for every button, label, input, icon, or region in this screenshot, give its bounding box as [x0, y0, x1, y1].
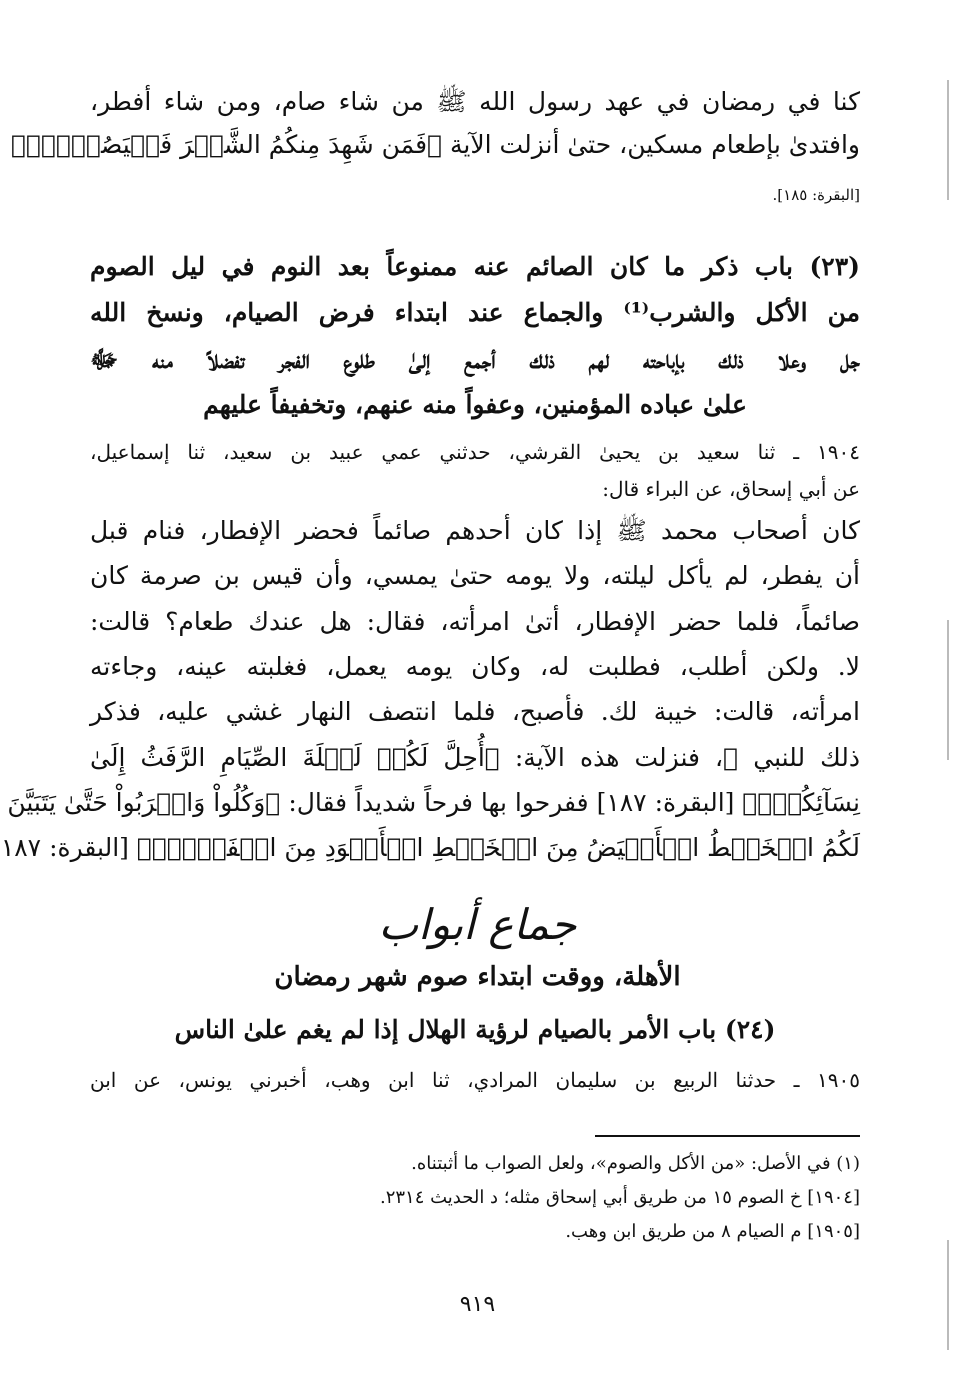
section-subtitle: الأهلة، ووقت ابتداء صوم شهر رمضان [274, 962, 681, 992]
hadith-line: نِسَآئِكُمۡۚ﴾ [البقرة: ١٨٧] ففرحوا بها فرحاً شديداً فقال: ﴿وَكُلُواْ وَاشۡرَبُواْ حَتَّىٰ يَتَبَيَّنَ [7, 788, 860, 817]
footnote: (١) في الأصل: «من الأكل والصوم»، ولعل الصواب ما أثبتناه. [411, 1153, 860, 1174]
isnad-line: ١٩٠٥ ـ حدثنا الربيع بن سليمان المرادي، ثنا ابن وهب، أخبرني يونس، عن ابن [90, 1068, 860, 1092]
chapter-heading-line: علىٰ عباده المؤمنين، وعفواً منه عنهم، وتخفيفاً عليهم [203, 390, 747, 419]
chapter-heading-line: (٢٣) باب ذكر ما كان الصائم عنه ممنوعاً بعد النوم في ليل الصوم [90, 252, 860, 281]
scan-edge-mark [947, 80, 949, 200]
text-line: وافتدىٰ بإطعام مسكين، حتىٰ أنزلت الآية ﴿فَمَن شَهِدَ مِنكُمُ الشَّهۡرَ فَلۡيَصُمۡهُۖ﴾ [11, 130, 860, 159]
chapter-heading-line: من الأكل والشرب⁽¹⁾ والجماع عند ابتداء فرض الصيام، ونسخ الله [90, 298, 860, 327]
scan-edge-mark [947, 620, 949, 760]
page-number: ٩١٩ [459, 1292, 496, 1317]
quran-reference: [البقرة: ١٨٥]. [772, 186, 860, 204]
hadith-line: لَكُمُ الۡخَيۡطُ الۡأَبۡيَضُ مِنَ الۡخَيۡطِ الۡأَسۡوَدِ مِنَ الۡفَجۡرِۖ﴾ [البقرة: ١٨٧ [0, 833, 860, 862]
footnote-divider [595, 1135, 860, 1137]
isnad-line: عن أبي إسحاق، عن البراء قال: [602, 477, 860, 501]
isnad-line: ١٩٠٤ ـ ثنا سعيد بن يحيىٰ القرشي، حدثني عمي عبيد بن سعيد، ثنا إسماعيل، [90, 440, 860, 464]
hadith-line: ذلك للنبي ﷺ، فنزلت هذه الآية: ﴿أُحِلَّ لَكُمۡ لَيۡلَةَ الصِّيَامِ الرَّفَثُ إِلَىٰ [90, 743, 860, 772]
section-title: جماع أبواب [378, 900, 577, 949]
hadith-line: امرأته، قالت: خيبة لك. فأصبح، فلما انتصف النهار غشي عليه، فذكر [90, 697, 860, 726]
hadith-line: لا. ولكن أطلب، فطلبت له، وكان يومه يعمل، فغلبته عينه، وجاءته [90, 652, 860, 681]
chapter-heading-line: جل وعلا ذلك بإباحته لهم ذلك أجمع إلىٰ طلوع الفجر تفضلاً منه ﷻ [90, 345, 860, 374]
hadith-line: أن يفطر، لم يأكل ليلته، ولا يومه حتىٰ يمسي، وأن قيس بن صرمة كان [90, 561, 860, 590]
footnote: [١٩٠٥] م الصيام ٨ من طريق ابن وهب. [565, 1221, 860, 1242]
footnote: [١٩٠٤] خ الصوم ١٥ من طريق أبي إسحاق مثله؛ د الحديث ٢٣١٤. [379, 1187, 860, 1208]
hadith-line: صائماً، فلما حضر الإفطار، أتىٰ امرأته، فقال: هل عندك طعام؟ قالت: [90, 607, 860, 636]
hadith-line: كان أصحاب محمد ﷺ إذا كان أحدهم صائماً فحضر الإفطار، فنام قبل [90, 516, 860, 545]
chapter-heading: (٢٤) باب الأمر بالصيام لرؤية الهلال إذا لم يغم علىٰ الناس [174, 1015, 776, 1044]
text-line: كنا في رمضان في عهد رسول الله ﷺ من شاء صام، ومن شاء أفطر، [90, 87, 860, 116]
scan-edge-mark [947, 1240, 949, 1350]
